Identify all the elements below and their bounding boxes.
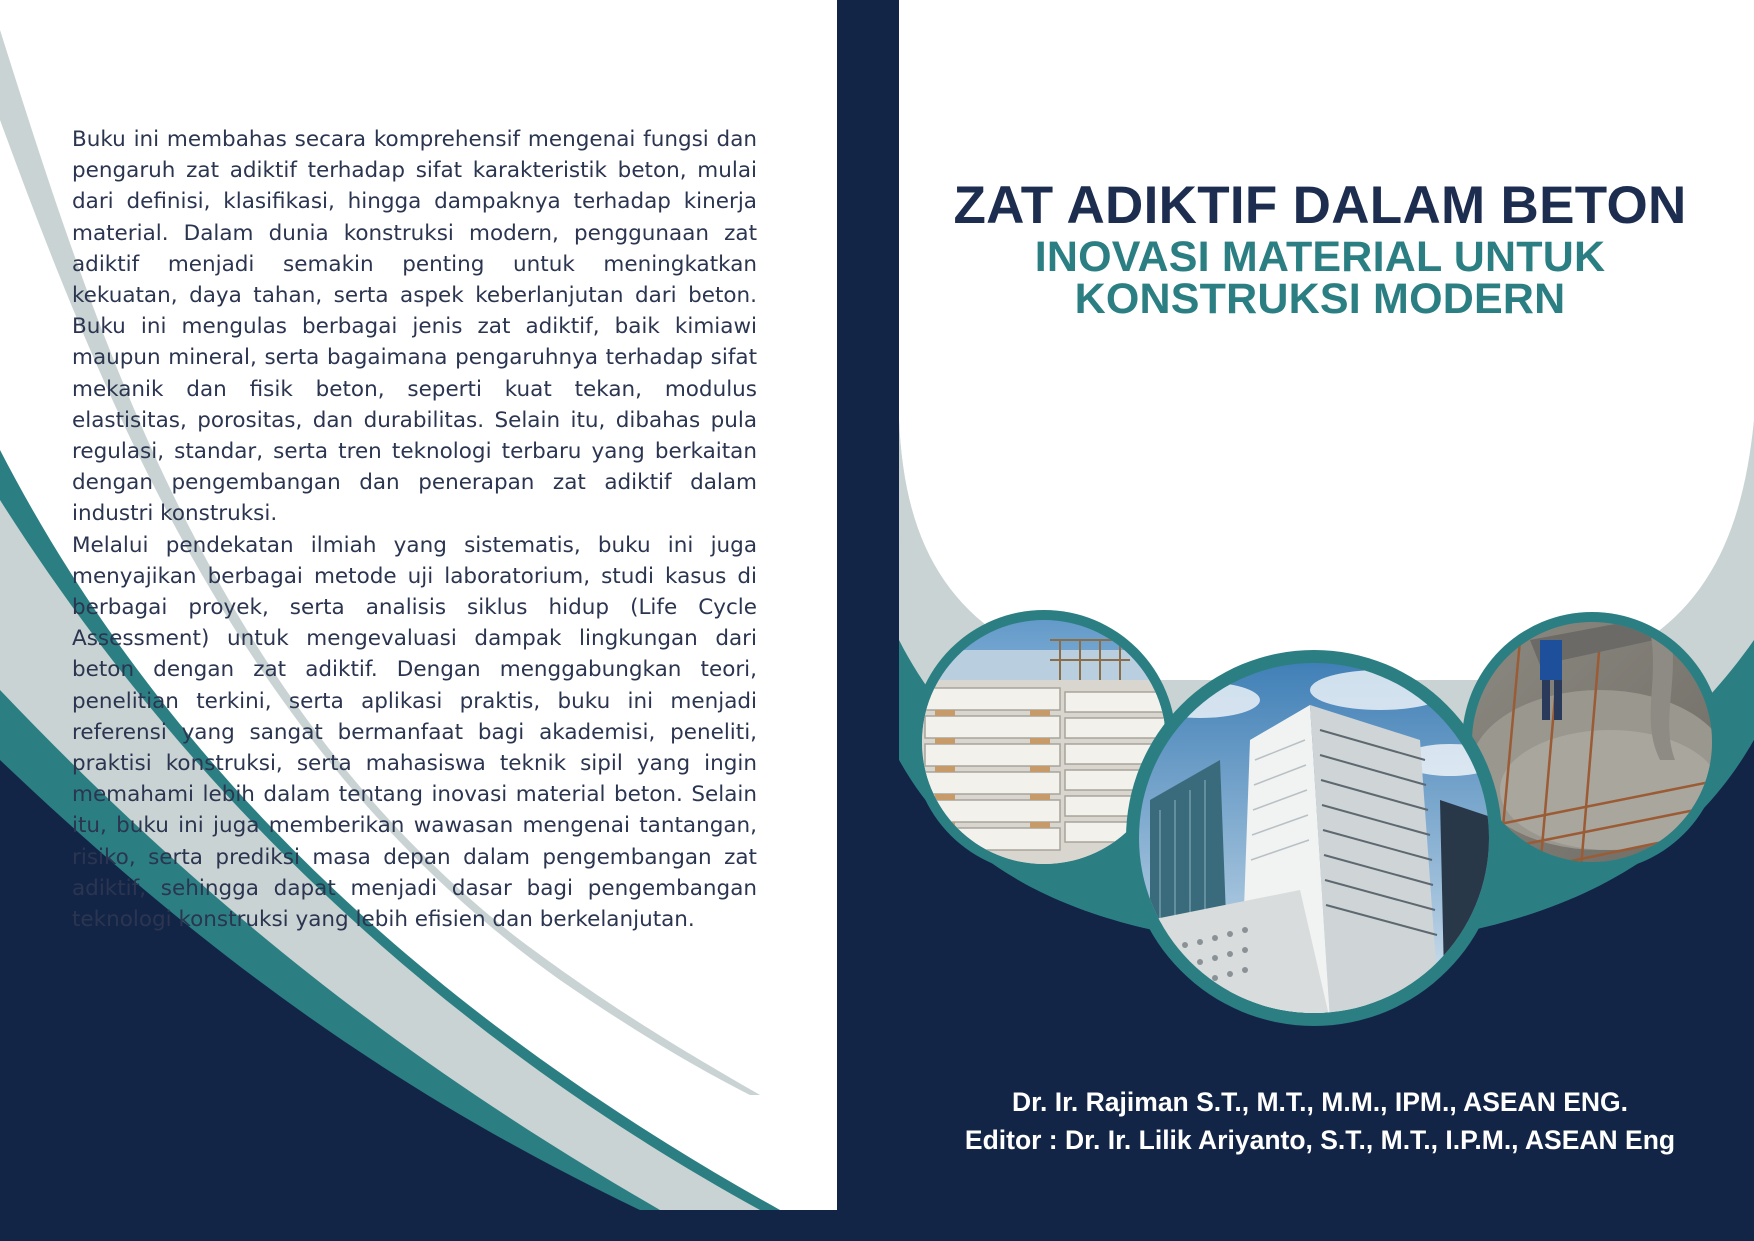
blurb-paragraph-2: Melalui pendekatan ilmiah yang sistematis, buku ini juga menyajikan berbagai metode uji laboratorium, studi kasus di berbagai proyek, serta analisis siklus hidup (Life Cycle Assessment) untuk mengevaluasi dampak lingkungan dari beton dengan zat adiktif. Dengan menggabungkan teori, penelitian terkini, serta aplikasi praktis, buku ini menjadi referensi yang sangat bermanfaat bagi akademisi, peneliti, praktisi konstruksi, serta mahasiswa teknik sipil yang ingin memahami lebih dalam tentang inovasi material beton. Selain itu, buku ini juga memberikan wawasan mengenai tantangan, risiko, serta prediksi masa depan dalam pengembangan zat adiktif, sehingga dapat menjadi dasar bagi pengembangan teknologi konstruksi yang lebih efisien dan berkelanjutan. xyxy=(72,532,757,933)
blurb-paragraph-1: Buku ini membahas secara komprehensif mengenai fungsi dan pengaruh zat adiktif terhadap sifat karakteristik beton, mulai dari definisi, klasifikasi, hingga dampaknya terhadap kinerja material. Dalam dunia konstruksi modern, penggunaan zat adiktif menjadi semakin penting untuk meningkatkan kekuatan, daya tahan, serta aspek keberlanjutan dari beton. Buku ini mengulas berbagai jenis zat adiktif, baik kimiawi maupun mineral, serta bagaimana pengaruhnya terhadap sifat mekanik dan fisik beton, seperti kuat tekan, modulus elastisitas, porositas, dan durabilitas. Selain itu, dibahas pula regulasi, standar, serta tren teknologi terbaru yang berkaitan dengan pengembangan dan penerapan zat adiktif dalam industri konstruksi. xyxy=(72,127,757,527)
credits-block xyxy=(900,1083,1740,1159)
back-cover-blurb xyxy=(72,124,757,935)
book-subtitle-line-1: INOVASI MATERIAL UNTUK xyxy=(1034,233,1606,281)
high-rise-building-photo xyxy=(1126,650,1502,1026)
book-title: ZAT ADIKTIF DALAM BETON xyxy=(953,176,1687,235)
editor-name: Editor : Dr. Ir. Lilik Ariyanto, S.T., M.T., I.P.M., ASEAN Eng xyxy=(964,1125,1676,1155)
author-name: Dr. Ir. Rajiman S.T., M.T., M.M., IPM., ASEAN ENG. xyxy=(1012,1087,1628,1117)
book-subtitle-line-2: KONSTRUKSI MODERN xyxy=(1074,275,1566,323)
book-title-block xyxy=(900,176,1740,323)
spine xyxy=(837,0,899,1241)
